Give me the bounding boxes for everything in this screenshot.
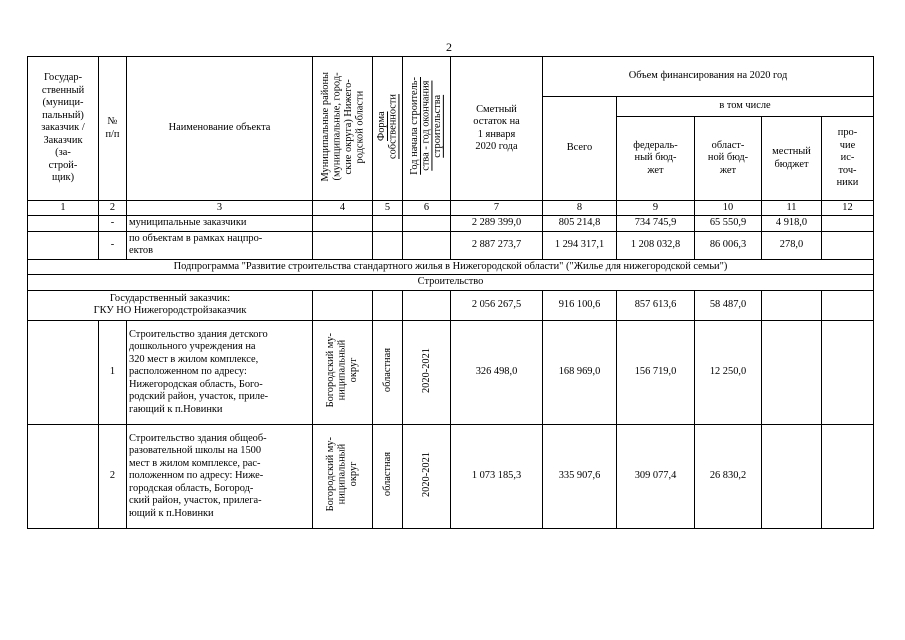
header-total: Всего [543, 97, 617, 201]
state-customer-name: Государственный заказчик: ГКУ НО Нижегородстройзаказчик [28, 290, 313, 320]
header-construction-years [403, 57, 451, 201]
column-number: 3 [127, 201, 313, 216]
district-text: Богородский му- ниципальный округ [325, 437, 360, 512]
header-ownership [373, 57, 403, 201]
column-number: 5 [373, 201, 403, 216]
object-name: Строительство здания детского дошкольного учреждения на 320 мест в жилом комплексе, расположенном по адресу: Нижегородская область, Бого- родский район, участок, приле- гающий к п.Новинки [127, 320, 313, 424]
header-municipal-districts-text: Муниципальные районы (муниципальные, город- ские округа) Нижего- родской области [319, 71, 365, 181]
total-cell: 335 907,6 [543, 424, 617, 528]
estimated-balance-cell: 1 073 185,3 [451, 424, 543, 528]
header-ownership-text: Форма собственности [376, 93, 399, 159]
years-cell [403, 424, 451, 528]
header-other: про- чие ис- точ- ники [822, 117, 874, 201]
row-subprogram [28, 259, 874, 274]
row-index: 1 [99, 320, 127, 424]
federal-cell: 857 613,6 [617, 290, 695, 320]
column-number: 9 [617, 201, 695, 216]
row-object-1 [28, 320, 874, 424]
ownership-cell [373, 320, 403, 424]
total-cell: 805 214,8 [543, 216, 617, 231]
estimated-balance-cell: 2 289 399,0 [451, 216, 543, 231]
column-number: 12 [822, 201, 874, 216]
column-number: 10 [695, 201, 762, 216]
header-customer: Государ- ственный (муници- пальный) заказчик / Заказчик (за- строй- щик) [28, 57, 99, 201]
local-cell: 278,0 [762, 231, 822, 259]
estimated-balance-cell: 2 056 267,5 [451, 290, 543, 320]
object-name: Строительство здания общеоб- разовательной школы на 1500 мест в жилом комплексе, рас- положенном по адресу: Ниже- городская область, Богород- ский район, участок, прилега- ющий к п.Новинки [127, 424, 313, 528]
column-number: 8 [543, 201, 617, 216]
row-index: 2 [99, 424, 127, 528]
row-name: по объектам в рамках нацпро- ектов [127, 231, 313, 259]
federal-cell: 309 077,4 [617, 424, 695, 528]
total-cell: 916 100,6 [543, 290, 617, 320]
header-financing-volume: Объем финансирования на 2020 год [543, 57, 874, 97]
total-cell: 1 294 317,1 [543, 231, 617, 259]
row-municipal-customers [28, 216, 874, 231]
regional-cell: 12 250,0 [695, 320, 762, 424]
header-row-1 [28, 57, 874, 97]
row-object-2 [28, 424, 874, 528]
estimated-balance-cell: 326 498,0 [451, 320, 543, 424]
federal-cell: 1 208 032,8 [617, 231, 695, 259]
regional-cell: 58 487,0 [695, 290, 762, 320]
column-number: 6 [403, 201, 451, 216]
total-cell: 168 969,0 [543, 320, 617, 424]
column-number: 2 [99, 201, 127, 216]
row-name: муниципальные заказчики [127, 216, 313, 231]
federal-cell: 734 745,9 [617, 216, 695, 231]
ownership-cell [373, 424, 403, 528]
regional-cell: 86 006,3 [695, 231, 762, 259]
header-federal: федераль- ный бюд- жет [617, 117, 695, 201]
district-cell [313, 320, 373, 424]
years-text: 2020-2021 [420, 347, 432, 393]
subprogram-title: Подпрограмма "Развитие строительства стандартного жилья в Нижегородской области" ("Жилье для нижегородской семьи") [28, 259, 874, 274]
header-construction-years-text: Год начала строитель- ства - год окончания строительства [409, 77, 444, 176]
column-number-row [28, 201, 874, 216]
row-state-customer [28, 290, 874, 320]
header-including: в том числе [617, 97, 874, 117]
regional-cell: 26 830,2 [695, 424, 762, 528]
row-index: - [99, 216, 127, 231]
row-section [28, 275, 874, 290]
column-number: 11 [762, 201, 822, 216]
column-number: 7 [451, 201, 543, 216]
column-number: 4 [313, 201, 373, 216]
header-estimated-balance: Сметный остаток на 1 января 2020 года [451, 57, 543, 201]
years-cell [403, 320, 451, 424]
local-cell: 4 918,0 [762, 216, 822, 231]
header-regional: област- ной бюд- жет [695, 117, 762, 201]
header-local: местный бюджет [762, 117, 822, 201]
federal-cell: 156 719,0 [617, 320, 695, 424]
row-national-projects [28, 231, 874, 259]
section-title: Строительство [28, 275, 874, 290]
ownership-text: областная [381, 452, 393, 497]
district-cell [313, 424, 373, 528]
header-object-name: Наименование объекта [127, 57, 313, 201]
column-number: 1 [28, 201, 99, 216]
page-number: 2 [446, 40, 452, 54]
regional-cell: 65 550,9 [695, 216, 762, 231]
financing-table [27, 56, 874, 529]
district-text: Богородский му- ниципальный округ [325, 333, 360, 408]
ownership-text: областная [381, 348, 393, 393]
row-index: - [99, 231, 127, 259]
years-text: 2020-2021 [420, 451, 432, 497]
estimated-balance-cell: 2 887 273,7 [451, 231, 543, 259]
header-index: № п/п [99, 57, 127, 201]
header-municipal-districts [313, 57, 373, 201]
